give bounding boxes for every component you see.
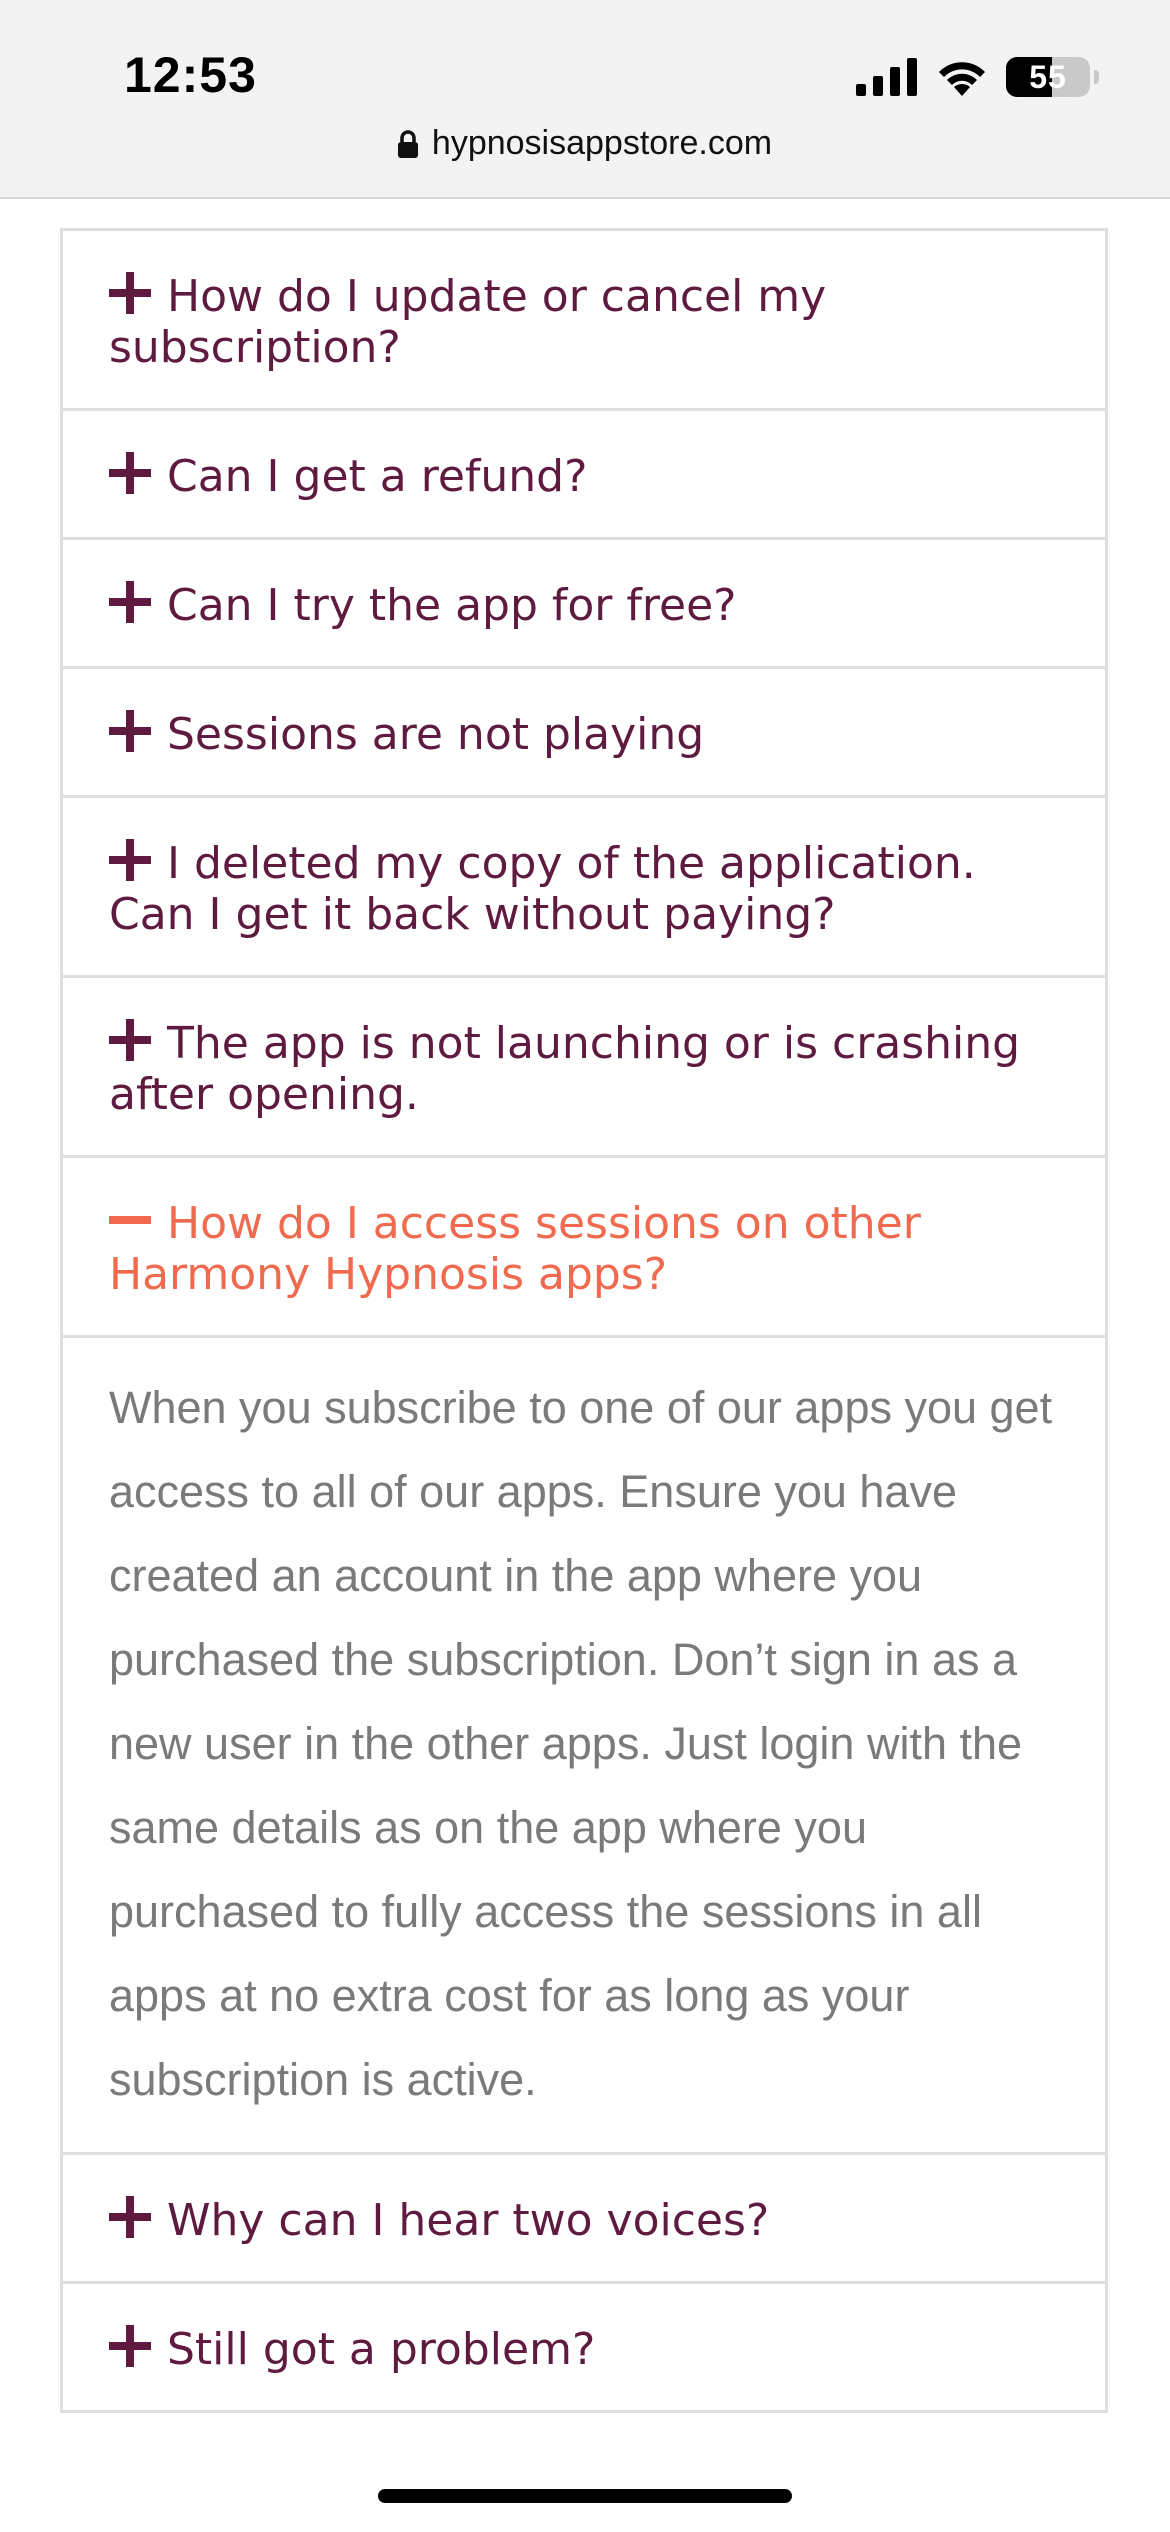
plus-icon bbox=[109, 2196, 151, 2238]
faq-item-free-trial bbox=[63, 540, 1105, 669]
faq-question-text: How do I update or cancel my subscription? bbox=[109, 271, 827, 373]
url-text: hypnosisappstore.com bbox=[431, 124, 773, 162]
minus-icon bbox=[109, 1199, 151, 1241]
address-bar[interactable] bbox=[0, 124, 1170, 163]
faq-item-crashing bbox=[63, 978, 1105, 1158]
plus-icon bbox=[109, 452, 151, 494]
faq-question-toggle[interactable] bbox=[63, 978, 1105, 1155]
faq-item-still-problem bbox=[63, 2284, 1105, 2410]
faq-question-toggle[interactable] bbox=[63, 540, 1105, 666]
status-time: 12:53 bbox=[124, 47, 257, 103]
faq-item-deleted-copy bbox=[63, 798, 1105, 978]
plus-icon bbox=[109, 581, 151, 623]
faq-accordion bbox=[60, 228, 1108, 2413]
faq-question-text: I deleted my copy of the application. Can I get it back without paying? bbox=[109, 838, 976, 940]
plus-icon bbox=[109, 272, 151, 314]
faq-question-toggle[interactable] bbox=[63, 798, 1105, 975]
faq-question-toggle[interactable] bbox=[63, 411, 1105, 537]
battery-icon bbox=[1006, 57, 1090, 97]
battery-level: 55 bbox=[1029, 59, 1067, 95]
browser-top-bar bbox=[0, 0, 1170, 199]
faq-question-toggle[interactable] bbox=[63, 2155, 1105, 2281]
faq-question-text: Can I try the app for free? bbox=[167, 580, 737, 631]
status-icons bbox=[856, 52, 1090, 102]
faq-item-not-playing bbox=[63, 669, 1105, 798]
plus-icon bbox=[109, 1019, 151, 1061]
signal-icon bbox=[856, 58, 918, 96]
faq-question-text: Can I get a refund? bbox=[167, 451, 588, 502]
faq-question-toggle[interactable] bbox=[63, 2284, 1105, 2410]
faq-question-text: Why can I hear two voices? bbox=[167, 2195, 770, 2246]
faq-question-text: Sessions are not playing bbox=[167, 709, 705, 760]
faq-item-update-cancel bbox=[63, 231, 1105, 411]
plus-icon bbox=[109, 710, 151, 752]
home-indicator[interactable] bbox=[378, 2489, 792, 2503]
plus-icon bbox=[109, 839, 151, 881]
faq-item-refund bbox=[63, 411, 1105, 540]
faq-item-two-voices bbox=[63, 2155, 1105, 2284]
faq-answer-text: When you subscribe to one of our apps you get access to all of our apps. Ensure you have created an account in the app where you purchased the subscription. Don’t sign in as a new user in the other apps. Just login with the same details as on the app where you purchased to fully access the sessions in all apps at no extra cost for as long as your subscription is active. bbox=[109, 1382, 1053, 2105]
faq-question-text: How do I access sessions on other Harmony Hypnosis apps? bbox=[109, 1198, 921, 1300]
faq-question-text: Still got a problem? bbox=[167, 2324, 596, 2375]
plus-icon bbox=[109, 2325, 151, 2367]
faq-item-other-apps bbox=[63, 1158, 1105, 2155]
faq-question-toggle[interactable] bbox=[63, 1158, 1105, 1338]
faq-question-text: The app is not launching or is crashing after opening. bbox=[109, 1018, 1021, 1120]
faq-question-toggle[interactable] bbox=[63, 669, 1105, 795]
faq-question-toggle[interactable] bbox=[63, 231, 1105, 408]
lock-icon bbox=[398, 130, 418, 158]
wifi-icon bbox=[936, 58, 988, 96]
